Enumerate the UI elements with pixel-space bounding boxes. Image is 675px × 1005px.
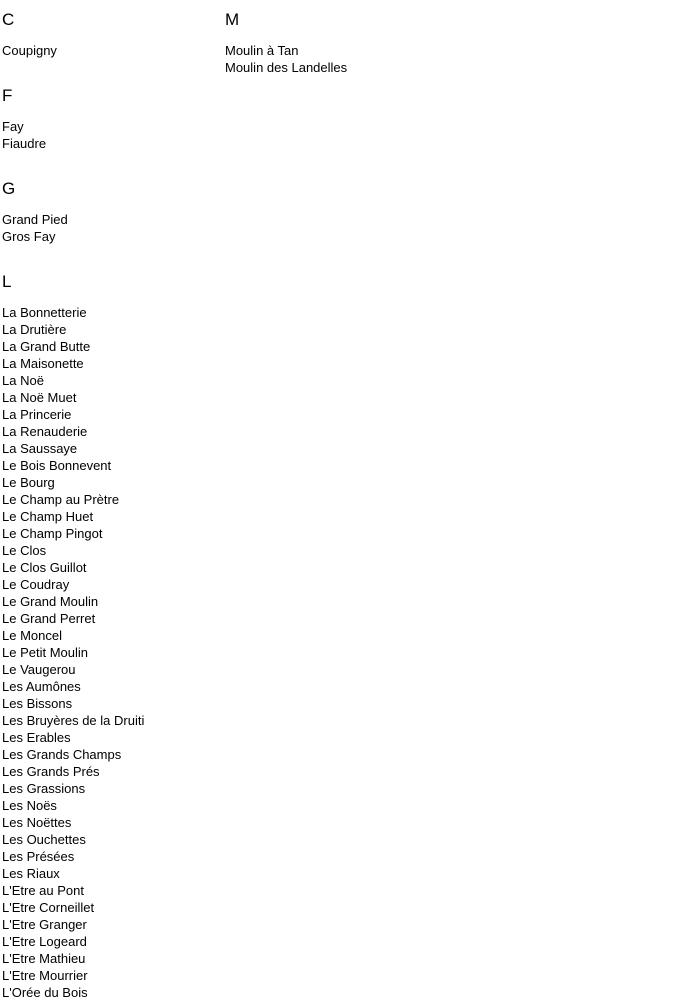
place-link[interactable]: Le Champ Huet [2, 509, 94, 524]
place-link[interactable]: Les Noëttes [2, 815, 72, 830]
index-column-right [225, 10, 448, 76]
place-link[interactable]: Gros Fay [2, 229, 56, 244]
place-link[interactable]: L'Etre Mathieu [2, 951, 86, 966]
place-list [2, 211, 225, 245]
section-letter-heading: M [225, 10, 240, 29]
place-link[interactable]: Les Bruyères de la Druiti [2, 713, 145, 728]
place-link[interactable]: Moulin des Landelles [225, 60, 348, 75]
place-link[interactable]: L'Etre au Pont [2, 883, 84, 898]
place-link[interactable]: La Noë [2, 373, 44, 388]
place-link[interactable]: Les Erables [2, 730, 71, 745]
place-link[interactable]: Le Moncel [2, 628, 62, 643]
index-section-c [2, 10, 225, 59]
place-link[interactable]: La Princerie [2, 407, 72, 422]
place-link[interactable]: La Maisonette [2, 356, 84, 371]
place-link[interactable]: L'Etre Mourrier [2, 968, 88, 983]
place-link[interactable]: Le Clos [2, 543, 47, 558]
place-link[interactable]: L'Etre Logeard [2, 934, 87, 949]
place-link[interactable]: Les Noës [2, 798, 57, 813]
place-list [225, 42, 448, 76]
place-link[interactable]: Les Aumônes [2, 679, 81, 694]
section-letter-heading: G [2, 179, 16, 198]
section-letter-heading: F [2, 86, 13, 105]
place-link[interactable]: Les Présées [2, 849, 75, 864]
place-link[interactable]: Les Riaux [2, 866, 60, 881]
place-link[interactable]: Fiaudre [2, 136, 47, 151]
place-link[interactable]: Le Champ Pingot [2, 526, 103, 541]
index-section-f [2, 86, 225, 152]
place-list [2, 42, 225, 59]
section-letter-heading: L [2, 272, 12, 291]
index-section-m [225, 10, 448, 76]
place-link[interactable]: Le Petit Moulin [2, 645, 88, 660]
place-link[interactable]: Le Grand Moulin [2, 594, 99, 609]
place-link[interactable]: La Noë Muet [2, 390, 77, 405]
index-section-g [2, 179, 225, 245]
place-link[interactable]: Le Coudray [2, 577, 70, 592]
place-link[interactable]: La Bonnetterie [2, 305, 87, 320]
place-list [2, 118, 225, 152]
place-link[interactable]: Les Bissons [2, 696, 73, 711]
place-link[interactable]: Coupigny [2, 43, 57, 58]
place-link[interactable]: Le Grand Perret [2, 611, 96, 626]
place-link[interactable]: Les Grands Champs [2, 747, 122, 762]
place-link[interactable]: La Renauderie [2, 424, 88, 439]
place-link[interactable]: La Drutière [2, 322, 67, 337]
place-link[interactable]: Grand Pied [2, 212, 68, 227]
place-link[interactable]: Le Vaugerou [2, 662, 76, 677]
place-link[interactable]: L'Etre Granger [2, 917, 87, 932]
index-section-l [2, 272, 225, 1001]
place-link[interactable]: Le Bois Bonnevent [2, 458, 112, 473]
place-link[interactable]: L'Orée du Bois [2, 985, 88, 1000]
place-list [2, 304, 225, 1001]
place-link[interactable]: Les Ouchettes [2, 832, 86, 847]
place-link[interactable]: Moulin à Tan [225, 43, 299, 58]
place-link[interactable]: La Saussaye [2, 441, 78, 456]
place-link[interactable]: Les Grassions [2, 781, 86, 796]
place-link[interactable]: La Grand Butte [2, 339, 91, 354]
index-column-left [2, 10, 225, 1001]
place-link[interactable]: Le Clos Guillot [2, 560, 87, 575]
place-link[interactable]: L'Etre Corneillet [2, 900, 95, 915]
section-letter-heading: C [2, 10, 15, 29]
place-link[interactable]: Le Champ au Prètre [2, 492, 120, 507]
place-link[interactable]: Le Bourg [2, 475, 55, 490]
place-link[interactable]: Fay [2, 119, 24, 134]
place-link[interactable]: Les Grands Prés [2, 764, 100, 779]
